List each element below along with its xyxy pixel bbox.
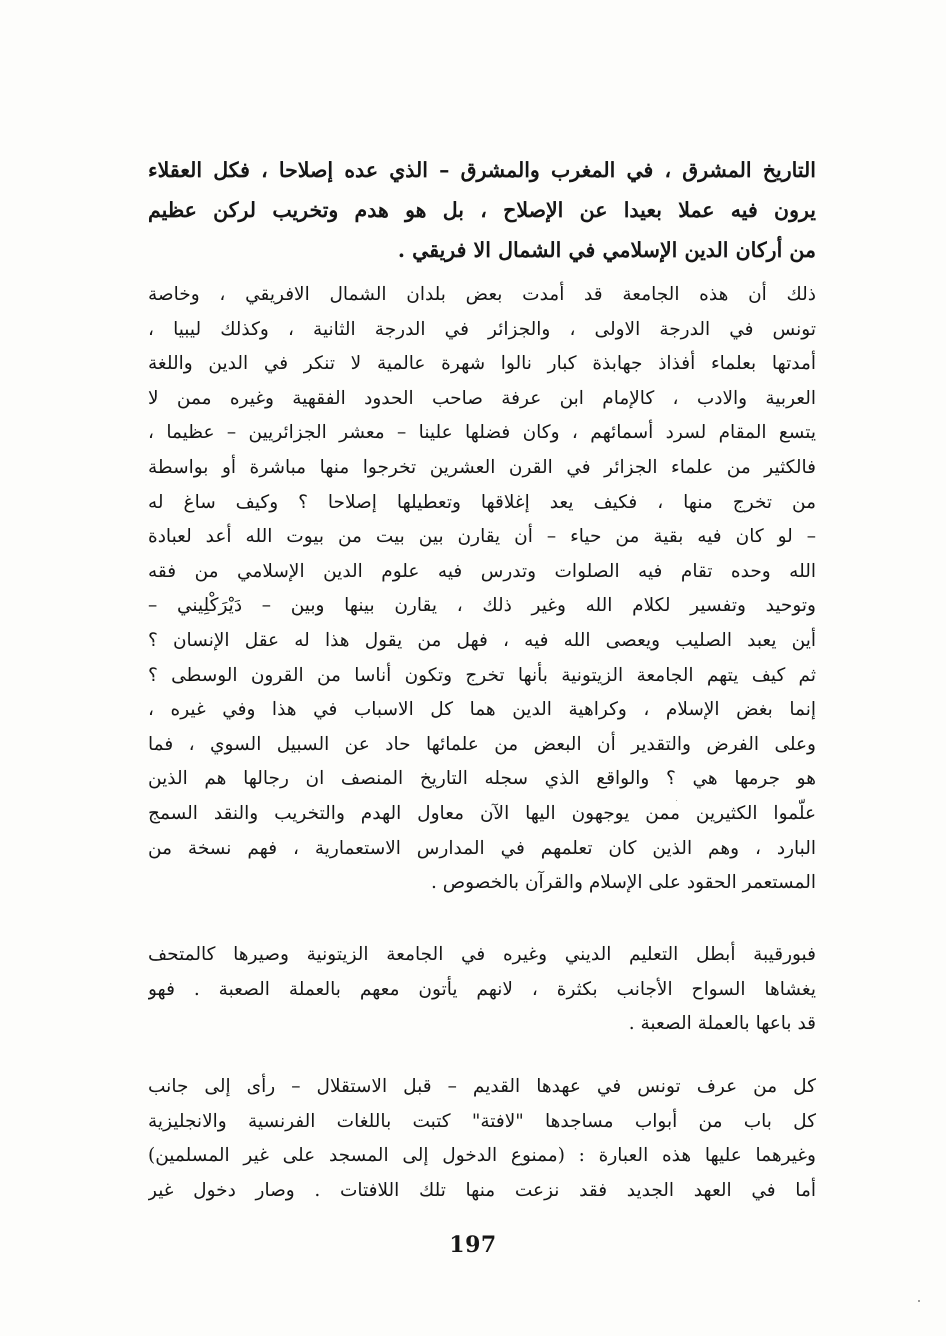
- text-line: من أركان الدين الإسلامي في الشمال الا فريقي .: [397, 238, 816, 262]
- text-line: قد باعها بالعملة الصعبة .: [628, 1013, 816, 1035]
- bold-paragraph: [148, 150, 816, 270]
- text-line: أما في العهد الجديد فقد نزعت منها تلك اللافتات . وصار دخول غير: [148, 1179, 816, 1201]
- text-line: – لو كان فيه بقية من حياء – أن يقارن بين بيت من بيوت الله أعد لعبادة: [148, 526, 816, 548]
- text-line: البارد ، وهم الذين كان تعلمهم في المدارس الاستعمارية ، فهم نسخة من: [148, 837, 816, 859]
- page-number: 197: [449, 1232, 497, 1258]
- paragraph-university: [148, 278, 816, 901]
- text-line: وعلى الفرض والتقدير أن البعض من علمائها حاد عن السبيل السوي ، فما: [148, 733, 816, 755]
- text-line: يرون فيه عملا بعيدا عن الإصلاح ، بل هو هدم وتخريب لركن عظيم: [148, 198, 816, 222]
- text-line: هو جرمها هي ؟ والواقع الذي سجله التاريخ المنصف ان رجالها هم الذين: [148, 768, 816, 790]
- scan-speck: [676, 800, 677, 801]
- text-line: الله وحده تقام فيه الصلوات وتدرس فيه علوم الدين الإسلامي من فقه: [148, 560, 816, 582]
- text-line: أين يعبد الصليب ويعصى الله فيه ، فهل من يقول هذا له عقل الإنسان ؟: [148, 629, 816, 651]
- text-line: كل باب من أبواب مساجدها "لافتة" كتبت باللغات الفرنسية والانجليزية: [148, 1110, 816, 1132]
- text-line: إنما بغض الإسلام ، وكراهية الدين هما كل الاسباب في هذا وفي غيره ،: [148, 699, 816, 721]
- text-line: ذلك أن هذه الجامعة قد أمدت بعض بلدان الشمال الافريقي ، وخاصة: [148, 284, 816, 305]
- scan-speck: [918, 1300, 920, 1302]
- text-line: أمدتها بعلماء أفذاذ جهابذة كبار نالوا شهرة عالمية لا تنكر في الدين واللغة: [148, 353, 816, 375]
- text-line: كل من عرف تونس في عهدها القديم – قبل الاستقلال – رأى إلى جانب: [148, 1076, 816, 1097]
- text-line: ثم كيف يتهم الجامعة الزيتونية بأنها تخرج وتكون أناسا من القرون الوسطى ؟: [148, 664, 816, 686]
- text-line: وغيرهما عليها هذه العبارة : (ممنوع الدخول إلى المسجد على غير المسلمين): [148, 1145, 816, 1167]
- text-line: العربية والادب ، كالإمام ابن عرفة صاحب الحدود الفقهية وغيره ممن لا: [148, 387, 816, 409]
- text-line: تونس في الدرجة الاولى ، والجزائر في الدرجة الثانية ، وكذلك ليبيا ،: [148, 318, 816, 340]
- text-line: يتسع المقام لسرد أسمائهم ، وكان فضلها علينا – معشر الجزائريين – عظيما ،: [148, 422, 816, 444]
- paragraph-tunis-mosques: [148, 1070, 816, 1208]
- text-line: فالكثير من علماء الجزائر في القرن العشرين تخرجوا منها مباشرة أو بواسطة: [148, 456, 816, 478]
- paragraph-bourguiba: [148, 938, 816, 1042]
- text-line: المستعمر الحقود على الإسلام والقرآن بالخصوص .: [430, 872, 816, 894]
- text-line: من تخرج منها ، فكيف يعد إغلاقها وتعطيلها إصلاحا ؟ وكيف ساغ له: [148, 491, 816, 513]
- text-line: التاريخ المشرق ، في المغرب والمشرق – الذي عده إصلاحا ، فكل العقلاء: [148, 158, 816, 182]
- text-line: وتوحيد وتفسير لكلام الله وغير ذلك ، يقارن بينها وبين – دَيْرَكْلِيني –: [148, 595, 816, 617]
- text-line: يغشاها السواح الأجانب بكثرة ، لانهم يأتون معهم بالعملة الصعبة . فهو: [148, 978, 816, 1000]
- text-line: علّموا الكثيرين ممن يوجهون اليها الآن معاول الهدم والتخريب والنقد السمج: [148, 802, 816, 824]
- text-line: فبورقيبة أبطل التعليم الديني وغيره في الجامعة الزيتونية وصيرها كالمتحف: [148, 944, 816, 965]
